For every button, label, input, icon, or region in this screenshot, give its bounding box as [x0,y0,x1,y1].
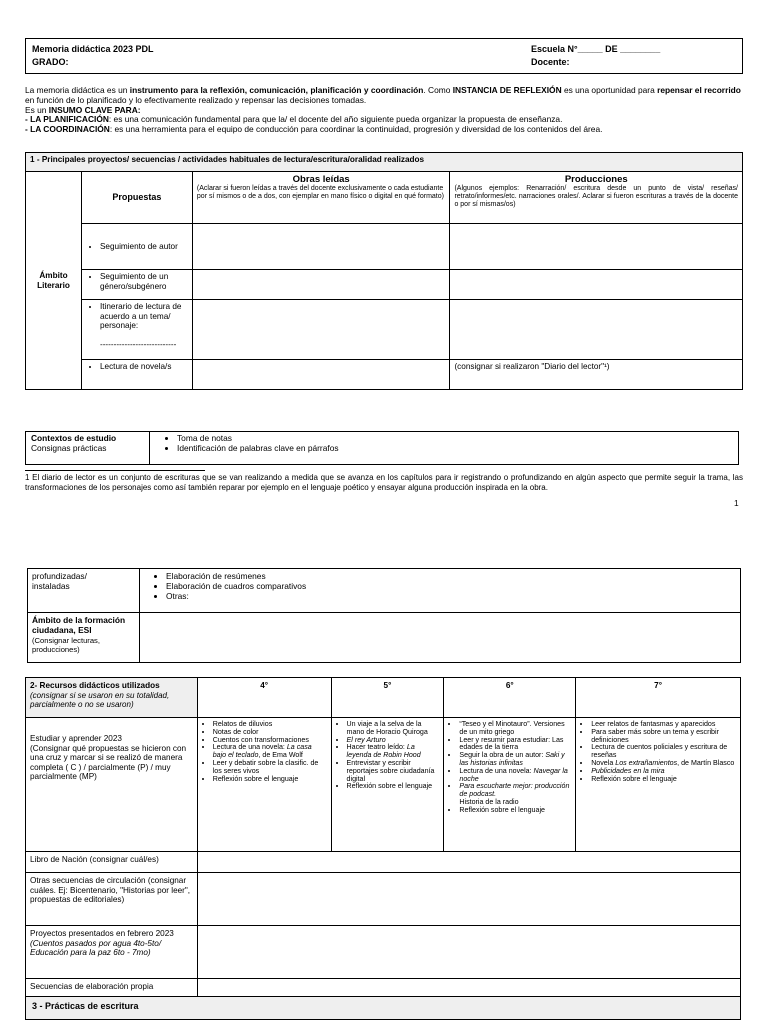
cell-novela-note: (consignar si realizaron "Diario del lector"¹) [450,360,743,390]
profundizadas-table [27,568,741,663]
row-lectura-novela: • Lectura de novela/s [81,360,192,390]
intro-paragraph-1: La memoria didáctica es un instrumento para la reflexión, comunicación, planificación y coordinación. Como INSTANCIA DE REFLEXIÓN es una oportunidad para repensar el recorrido en función de lo planificado y lo efectivamente realizado y repensar las decisiones tomadas. [25,85,741,105]
section2-title: 2- Recursos didácticos utilizados (consignar si se usaron en su totalidad, parcialmente o no se usaron) [26,678,198,718]
cell-producciones-3[interactable] [450,300,743,360]
contextos-list [150,432,739,465]
row-seguimiento-autor: • Seguimiento de autor [81,224,192,270]
grade-6-header: 6° [444,678,576,718]
obras-header: Obras leídas (Aclarar si fueron leídas a través del docente exclusivamente o cada estudiante por sí mismos o de a dos, con ejemplar en mano físico o digital en qué formato) [192,172,450,224]
grade-7-header: 7° [576,678,741,718]
cell-obras-4[interactable] [192,360,450,390]
grade-5-list: • Un viaje a la selva de la mano de Horacio Quiroga • El rey Arturo • Hacer teatro leído: La leyenda de Robin Hood • Entrevistar y escribir reportajes sobre ciudadanía digital • Reflexión sobre el lenguaje [331,718,444,852]
list-item: • Elaboración de resúmenes [166,572,736,582]
grade-6-list: • “Teseo y el Minotauro”. Versiones de un mito griego • Leer y resumir para estudiar: Las edades de la tierra • Seguir la obra de un autor: Saki y las historias infinitas • Lectura de una novela: Navegar la noche • Para escucharte mejor: producción de podcast. Historia de la radio • Reflexión sobre el lenguaje [444,718,576,852]
row-itinerario: • Itinerario de lectura de acuerdo a un tema/ personaje: ---------------------------- [81,300,192,360]
producciones-header: Producciones (Algunos ejemplos: Renarración/ escritura desde un punto de vista/ reseñas/ retrato/informes/etc. narraciones orales/. Aclarar si fueron escrituras a través de la docente o por sí mismas/os) [450,172,743,224]
section1-title: 1 - Principales proyectos/ secuencias / actividades habituales de lectura/escritura/oralidad realizados [26,153,743,172]
cell-producciones-1[interactable] [450,224,743,270]
grade-4-header: 4° [197,678,331,718]
list-item: • Otras: [166,592,736,602]
esi-cell[interactable] [140,613,741,663]
contextos-label: Contextos de estudio Consignas prácticas [26,432,150,465]
secuencias-propia-label: Secuencias de elaboración propia [26,979,198,999]
intro-paragraph-3: - LA PLANIFICACIÓN: es una comunicación fundamental para que la/ el docente del año siguiente pueda organizar la propuesta de enseñanza. [25,114,563,125]
cell-obras-2[interactable] [192,270,450,300]
row-seguimiento-genero: • Seguimiento de un género/subgénero [81,270,192,300]
header-box [25,38,743,74]
estudiar-label: Estudiar y aprender 2023 (Consignar qué propuestas se hicieron con una cruz y marcar si se realizó de manera completa ( C ) / parcialmente (P) / muy parcialmente (MP) [26,718,198,852]
section2-table [25,677,741,999]
intro-paragraph-4: - LA COORDINACIÓN: es una herramienta para el equipo de conducción para coordinar la continuidad, progresión y diversidad de los contenidos del área. [25,124,603,135]
intro-text [25,86,745,135]
page-number: 1 [734,498,739,508]
section3-title: 3 - Prácticas de escritura [25,996,741,1020]
section1-table [25,152,743,390]
docente-label: Docente: [531,57,570,67]
propuestas-header: Propuestas [81,172,192,224]
list-item: • Identificación de palabras clave en párrafos [177,444,733,454]
ambito-literario-label: Ámbito Literario [26,172,82,390]
otras-secuencias-label: Otras secuencias de circulación (consignar cuáles. Ej: Bicentenario, "Historias por leer", propuestas de editoriales) [26,873,198,926]
libro-nacion-label: Libro de Nación (consignar cuál/es) [26,852,198,873]
profundizadas-label: profundizadas/ instaladas [28,569,140,613]
grade-4-list: • Relatos de diluvios • Notas de color • Cuentos con transformaciones • Lectura de una novela: La casa bajo el teclado, de Ema Wolf • Leer y debatir sobre la clasific. de los seres vivos • Reflexión sobre el lenguaje [197,718,331,852]
esi-label: Ámbito de la formación ciudadana, ESI (Consignar lecturas, producciones) [28,613,140,663]
proyectos-label: Proyectos presentados en febrero 2023 (Cuentos pasados por agua 4to-5to/ Educación para la paz 6to - 7mo) [26,926,198,979]
list-item: • Elaboración de cuadros comparativos [166,582,736,592]
grado-label: GRADO: [32,57,69,67]
escuela-label: Escuela N°_____ DE ________ [531,44,661,54]
list-item: • Toma de notas [177,434,733,444]
cell-producciones-2[interactable] [450,270,743,300]
intro-paragraph-2: Es un INSUMO CLAVE PARA: [25,104,141,115]
grade-5-header: 5° [331,678,444,718]
profundizadas-list [140,569,741,613]
libro-nacion-cell[interactable] [197,852,740,873]
footnote: 1 El diario de lector es un conjunto de escrituras que se van realizando a medida que se avanza en los capítulos para ir registrando o profundizando en algún aspecto que permite seguir la trama, las transformaciones de los personajes como así también reparar por ejemplo en el lenguaje poético y ensayar alguna producción inspirada en la obra. [25,470,743,492]
proyectos-cell[interactable] [197,926,740,979]
contextos-table [25,431,739,465]
grade-7-list: • Leer relatos de fantasmas y aparecidos • Para saber más sobre un tema y escribir definiciones • Lectura de cuentos policiales y escritura de reseñas • Novela Los extrañamientos, de Martín Blasco • Publicidades en la mira • Reflexión sobre el lenguaje [576,718,741,852]
otras-secuencias-cell[interactable] [197,873,740,926]
document-title: Memoria didáctica 2023 PDL [32,44,154,54]
cell-obras-1[interactable] [192,224,450,270]
cell-obras-3[interactable] [192,300,450,360]
